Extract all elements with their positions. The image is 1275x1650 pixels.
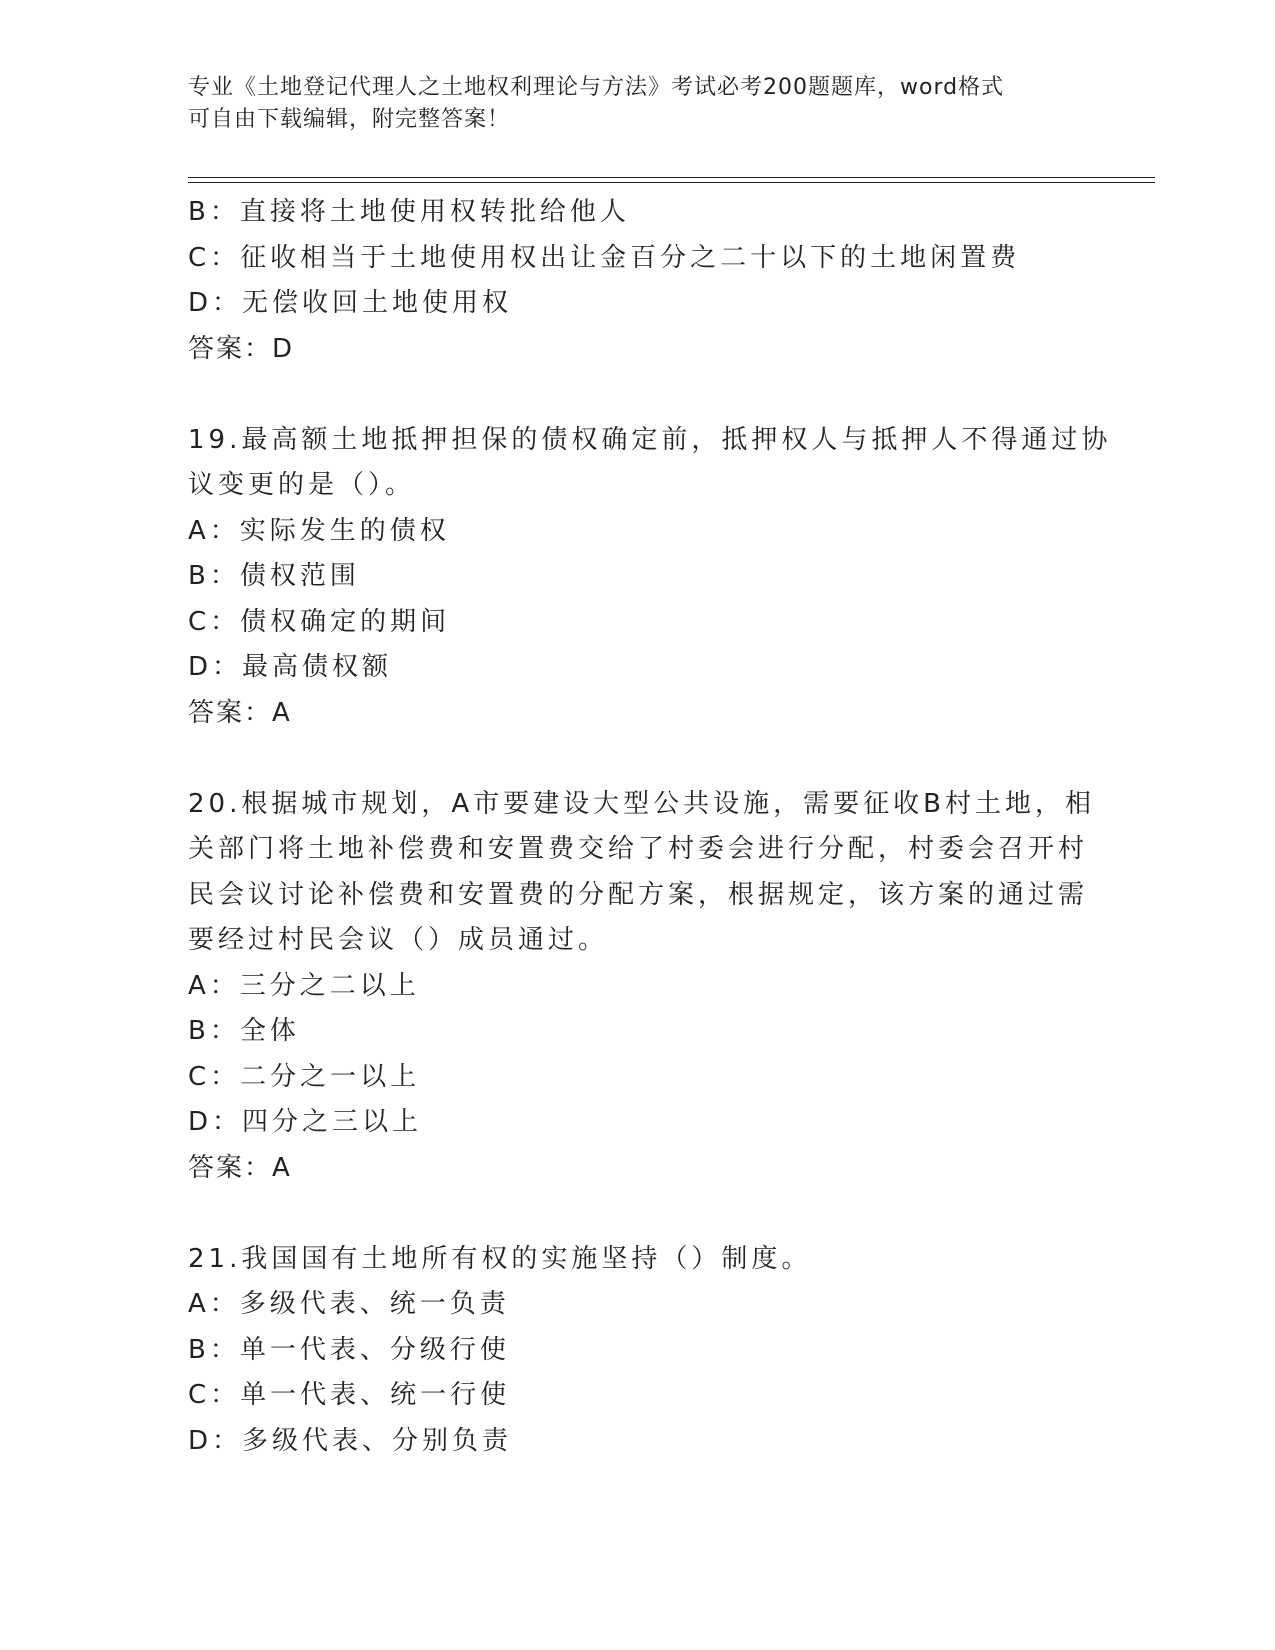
document-header <box>188 72 1068 136</box>
question-text: 19.最高额土地抵押担保的债权确定前，抵押权人与抵押人不得通过协 <box>188 424 1112 455</box>
question-text: 议变更的是（）。 <box>188 470 416 500</box>
answer-line: 答案：A <box>188 697 292 728</box>
spacer <box>188 372 1068 418</box>
header-subtitle-line: 可自由下载编辑，附完整答案！ <box>188 107 511 132</box>
option-d: D：多级代表、分别负责 <box>188 1425 513 1456</box>
option-a: A：实际发生的债权 <box>188 515 450 546</box>
header-title-line: 专业《土地登记代理人之土地权利理论与方法》考试必考200题题库，word格式 <box>188 75 1005 100</box>
option-a: A：多级代表、统一负责 <box>188 1289 510 1319</box>
option-d: D：无偿收回土地使用权 <box>188 288 513 318</box>
option-b: B：债权范围 <box>188 561 360 591</box>
question-text: 21.我国国有土地所有权的实施坚持（）制度。 <box>188 1243 812 1274</box>
option-b: B：单一代表、分级行使 <box>188 1334 510 1365</box>
spacer <box>188 736 1068 782</box>
header-divider-top <box>188 177 1155 178</box>
question-20 <box>188 782 1095 1192</box>
header-divider-bottom <box>188 182 1155 183</box>
option-c: C：单一代表、统一行使 <box>188 1380 511 1410</box>
answer-line: 答案：D <box>188 333 295 364</box>
spacer <box>188 1191 1068 1237</box>
question-list <box>188 190 1112 1464</box>
option-b: B：全体 <box>188 1016 300 1046</box>
question-text: 关部门将土地补偿费和安置费交给了村委会进行分配，村委会召开村 <box>188 834 1089 864</box>
option-d: D：四分之三以上 <box>188 1107 423 1137</box>
option-c: C：征收相当于土地使用权出让金百分之二十以下的土地闲置费 <box>188 242 1021 273</box>
option-c: C：二分之一以上 <box>188 1061 421 1092</box>
question-18 <box>188 190 1068 372</box>
option-c: C：债权确定的期间 <box>188 606 451 637</box>
question-text: 要经过村民会议（）成员通过。 <box>188 925 609 955</box>
question-19 <box>188 418 1112 737</box>
option-b: B：直接将土地使用权转批给他人 <box>188 197 630 227</box>
question-text: 20.根据城市规划，A市要建设大型公共设施，需要征收B村土地，相 <box>188 788 1095 819</box>
option-a: A：三分之二以上 <box>188 970 420 1001</box>
question-text: 民会议讨论补偿费和安置费的分配方案，根据规定，该方案的通过需 <box>188 879 1089 910</box>
answer-line: 答案：A <box>188 1152 292 1183</box>
question-21 <box>188 1237 1068 1465</box>
option-d: D：最高债权额 <box>188 652 393 682</box>
